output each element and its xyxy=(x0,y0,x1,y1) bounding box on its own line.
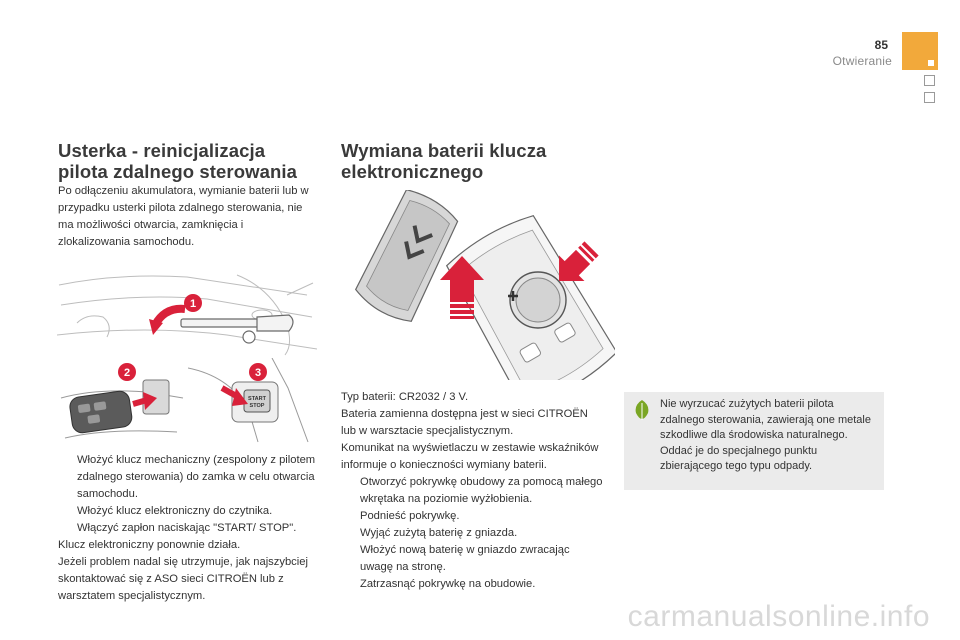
chapter-box-2[interactable] xyxy=(924,92,935,103)
watermark: carmanualsonline.info xyxy=(627,600,930,633)
left-title-line-2: pilota zdalnego sterowania xyxy=(58,161,298,182)
callout-1: 1 xyxy=(189,298,197,310)
chapter-box-1[interactable] xyxy=(924,75,935,86)
display-message-info: Komunikat na wyświetlaczu w zestawie wskaźników informuje o konieczności wymiany baterii. xyxy=(341,442,599,471)
start-label: START xyxy=(248,396,266,402)
left-step-3: Włączyć zapłon naciskając "START/ STOP". xyxy=(77,522,297,534)
note-text-2: Oddać je do specjalnego punktu zbierającego tego typu odpady. xyxy=(660,444,818,472)
chapter-tab[interactable] xyxy=(902,32,938,70)
tab-marker xyxy=(928,60,934,66)
start-stop-illustration xyxy=(188,358,317,443)
callout-2: 2 xyxy=(123,367,131,379)
right-steps xyxy=(341,389,603,593)
environment-note-text xyxy=(660,397,875,475)
right-step-3: Wyjąć zużytą baterię z gniazda. xyxy=(360,527,518,539)
right-step-5: Zatrzasnąć pokrywkę na obudowie. xyxy=(360,578,536,590)
door-key-illustration xyxy=(57,265,317,357)
right-title-line-1: Wymiana baterii klucza xyxy=(341,140,547,161)
key-battery-illustration xyxy=(340,190,615,380)
key-reader-illustration xyxy=(57,358,185,443)
leaf-icon xyxy=(632,399,652,426)
page-number: 85 xyxy=(874,38,888,52)
left-section-title xyxy=(58,140,328,182)
battery-type: Typ baterii: CR2032 / 3 V. xyxy=(341,391,469,403)
right-section-title xyxy=(341,140,611,182)
right-title-line-2: elektronicznego xyxy=(341,161,484,182)
left-contact-text: Jeżeli problem nadal się utrzymuje, jak najszybciej skontaktować się z ASO sieci CITROËN lub z warsztatem specjalistycznym. xyxy=(58,556,308,602)
callout-3: 3 xyxy=(254,367,262,379)
left-intro: Po odłączeniu akumulatora, wymianie baterii lub w przypadku usterki pilota zdalnego sterowania, nie ma możliwości otwarcia, zamknięcia i zlokalizowania samochodu. xyxy=(58,185,309,248)
stop-label: STOP xyxy=(249,403,265,409)
right-step-2: Podnieść pokrywkę. xyxy=(360,510,460,522)
right-step-1: Otworzyć pokrywkę obudowy za pomocą małego wkrętaka na poziomie wyżłobienia. xyxy=(360,476,603,505)
left-steps xyxy=(58,452,316,605)
battery-availability: Bateria zamienna dostępna jest w sieci CITROËN lub w warsztacie specjalistycznym. xyxy=(341,408,588,437)
environment-note xyxy=(624,392,884,490)
note-text-1: Nie wyrzucać zużytych baterii pilota zdalnego sterowania, zawierają one metale szkodliwe dla środowiska naturalnego. xyxy=(660,398,871,441)
left-step-1: Włożyć klucz mechaniczny (zespolony z pilotem zdalnego sterowania) do zamka w celu otwarcia samochodu. xyxy=(77,454,316,500)
section-name: Otwieranie xyxy=(832,54,892,68)
right-step-4: Włożyć nową baterię w gniazdo zwracając uwagę na stronę. xyxy=(360,544,570,573)
left-result-text: Klucz elektroniczny ponownie działa. xyxy=(58,539,241,551)
left-step-2: Włożyć klucz elektroniczny do czytnika. xyxy=(77,505,273,517)
left-title-line-1: Usterka - reinicjalizacja xyxy=(58,140,266,161)
